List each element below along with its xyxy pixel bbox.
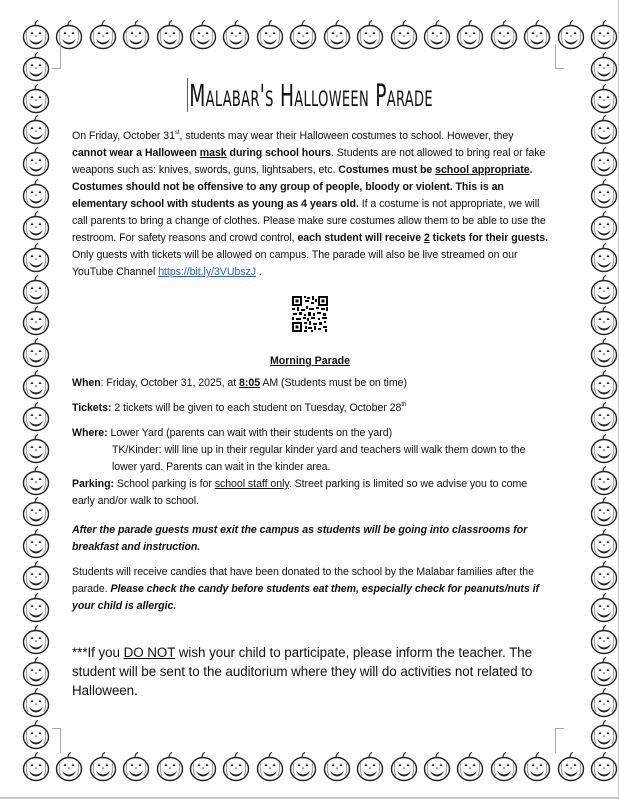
jack-o-lantern-icon xyxy=(456,752,484,782)
intro-paragraph: On Friday, October 31st, students may wear their Halloween costumes to school. However, they cannot wear a Halloween mask during school hours. Students are not allowed to bring real or fake weapons such as: knives, swords, guns, lightsabers, etc. Costumes must be school appropriate. Costumes should not be offensive to any group of people, bloody or violent. This is an elementary school with students as young as 4 years old. If a costume is not appropriate, we will call parents to bring a change of clothes. Please make sure costumes allow them to be able to use the restroom. For safety reasons and crowd control, each student will receive 2 tickets for their guests. Only guests with tickets will be allowed on campus. The parade will also be live streamed on our YouTube Channel https://bit.ly/3VUbszJ . xyxy=(72,130,548,278)
jack-o-lantern-icon xyxy=(590,84,618,114)
jack-o-lantern-icon xyxy=(122,752,150,782)
where-line: Where: Lower Yard (parents can wait with their students on the yard) xyxy=(72,427,393,439)
jack-o-lantern-icon xyxy=(22,84,50,114)
jack-o-lantern-icon xyxy=(289,752,317,782)
jack-o-lantern-icon xyxy=(590,370,618,400)
jack-o-lantern-icon xyxy=(390,20,418,50)
border-corner-connector-tl xyxy=(52,44,61,69)
jack-o-lantern-icon xyxy=(523,20,551,50)
document-body xyxy=(72,68,548,700)
where-tk-kinder-note: TK/Kinder: will line up in their regular kinder yard and teachers will walk them down to the lower yard. Parents can wait in the kinder area. xyxy=(112,444,526,473)
jack-o-lantern-icon xyxy=(590,306,618,336)
jack-o-lantern-icon xyxy=(22,211,50,241)
jack-o-lantern-icon xyxy=(490,20,518,50)
jack-o-lantern-icon xyxy=(22,275,50,305)
jack-o-lantern-icon xyxy=(423,20,451,50)
jack-o-lantern-icon xyxy=(22,370,50,400)
jack-o-lantern-icon xyxy=(22,147,50,177)
jack-o-lantern-icon xyxy=(590,20,618,50)
tickets-line: Tickets: 2 tickets will be given to each student on Tuesday, October 28th xyxy=(72,402,407,414)
jack-o-lantern-icon xyxy=(356,20,384,50)
jack-o-lantern-icon xyxy=(22,529,50,559)
jack-o-lantern-icon xyxy=(590,688,618,718)
qr-code xyxy=(291,295,329,333)
jack-o-lantern-icon xyxy=(22,306,50,336)
jack-o-lantern-icon xyxy=(323,20,351,50)
jack-o-lantern-icon xyxy=(590,115,618,145)
border-corner-connector-tr xyxy=(555,44,564,69)
jack-o-lantern-icon xyxy=(590,434,618,464)
jack-o-lantern-icon xyxy=(222,752,250,782)
jack-o-lantern-icon xyxy=(256,20,284,50)
jack-o-lantern-icon xyxy=(22,497,50,527)
page-title[interactable]: Malabar's Halloween Parade xyxy=(189,79,433,114)
section-heading-morning-parade: Morning Parade xyxy=(269,355,351,367)
jack-o-lantern-icon xyxy=(356,752,384,782)
jack-o-lantern-icon xyxy=(490,752,518,782)
jack-o-lantern-icon xyxy=(22,243,50,273)
jack-o-lantern-icon xyxy=(22,593,50,623)
jack-o-lantern-icon xyxy=(590,720,618,750)
youtube-channel-link[interactable]: https://bit.ly/3VUbszJ xyxy=(158,266,257,278)
jack-o-lantern-icon xyxy=(22,179,50,209)
jack-o-lantern-icon xyxy=(189,20,217,50)
jack-o-lantern-icon xyxy=(590,625,618,655)
jack-o-lantern-icon xyxy=(590,466,618,496)
jack-o-lantern-icon xyxy=(256,752,284,782)
jack-o-lantern-icon xyxy=(22,20,50,50)
jack-o-lantern-icon xyxy=(590,338,618,368)
opt-out-paragraph: ***If you DO NOT wish your child to participate, please inform the teacher. The student will be sent to the auditorium where they will do activities not related to Halloween. xyxy=(72,645,533,698)
jack-o-lantern-icon xyxy=(22,52,50,82)
jack-o-lantern-icon xyxy=(89,752,117,782)
jack-o-lantern-icon xyxy=(22,625,50,655)
jack-o-lantern-icon xyxy=(423,752,451,782)
jack-o-lantern-icon xyxy=(323,752,351,782)
jack-o-lantern-icon xyxy=(590,243,618,273)
jack-o-lantern-icon xyxy=(22,657,50,687)
jack-o-lantern-icon xyxy=(22,561,50,591)
candy-paragraph: Students will receive candies that have been donated to the school by the Malabar families after the parade. Please check the candy before students eat them, especially check for peanuts/nuts if your child is allergic. xyxy=(72,566,539,612)
jack-o-lantern-icon xyxy=(289,20,317,50)
jack-o-lantern-icon xyxy=(590,275,618,305)
jack-o-lantern-icon xyxy=(590,497,618,527)
jack-o-lantern-icon xyxy=(22,402,50,432)
jack-o-lantern-icon xyxy=(590,529,618,559)
jack-o-lantern-icon xyxy=(590,147,618,177)
qr-code-icon xyxy=(291,295,329,333)
jack-o-lantern-icon xyxy=(89,20,117,50)
jack-o-lantern-icon xyxy=(222,20,250,50)
jack-o-lantern-icon xyxy=(22,688,50,718)
after-parade-notice: After the parade guests must exit the campus as students will be going into classrooms for breakfast and instruction. xyxy=(72,524,528,553)
jack-o-lantern-icon xyxy=(156,20,184,50)
jack-o-lantern-icon xyxy=(156,752,184,782)
jack-o-lantern-icon xyxy=(590,561,618,591)
jack-o-lantern-icon xyxy=(590,211,618,241)
border-corner-connector-bl xyxy=(52,728,61,753)
when-line: When: Friday, October 31, 2025, at 8:05 AM (Students must be on time) xyxy=(72,377,407,389)
jack-o-lantern-icon xyxy=(590,52,618,82)
jack-o-lantern-icon xyxy=(523,752,551,782)
jack-o-lantern-icon xyxy=(590,402,618,432)
jack-o-lantern-icon xyxy=(590,752,618,782)
jack-o-lantern-icon xyxy=(390,752,418,782)
jack-o-lantern-icon xyxy=(22,338,50,368)
jack-o-lantern-icon xyxy=(189,752,217,782)
jack-o-lantern-icon xyxy=(22,752,50,782)
jack-o-lantern-icon xyxy=(22,115,50,145)
border-corner-connector-br xyxy=(555,728,564,753)
jack-o-lantern-icon xyxy=(456,20,484,50)
text-cursor xyxy=(187,78,188,112)
jack-o-lantern-icon xyxy=(590,179,618,209)
jack-o-lantern-icon xyxy=(122,20,150,50)
jack-o-lantern-icon xyxy=(22,720,50,750)
jack-o-lantern-icon xyxy=(590,593,618,623)
jack-o-lantern-icon xyxy=(55,752,83,782)
jack-o-lantern-icon xyxy=(22,434,50,464)
parking-line: Parking: School parking is for school staff only. Street parking is limited so we advise you to come early and/or walk to school. xyxy=(72,478,528,507)
jack-o-lantern-icon xyxy=(590,657,618,687)
jack-o-lantern-icon xyxy=(557,752,585,782)
jack-o-lantern-icon xyxy=(22,466,50,496)
